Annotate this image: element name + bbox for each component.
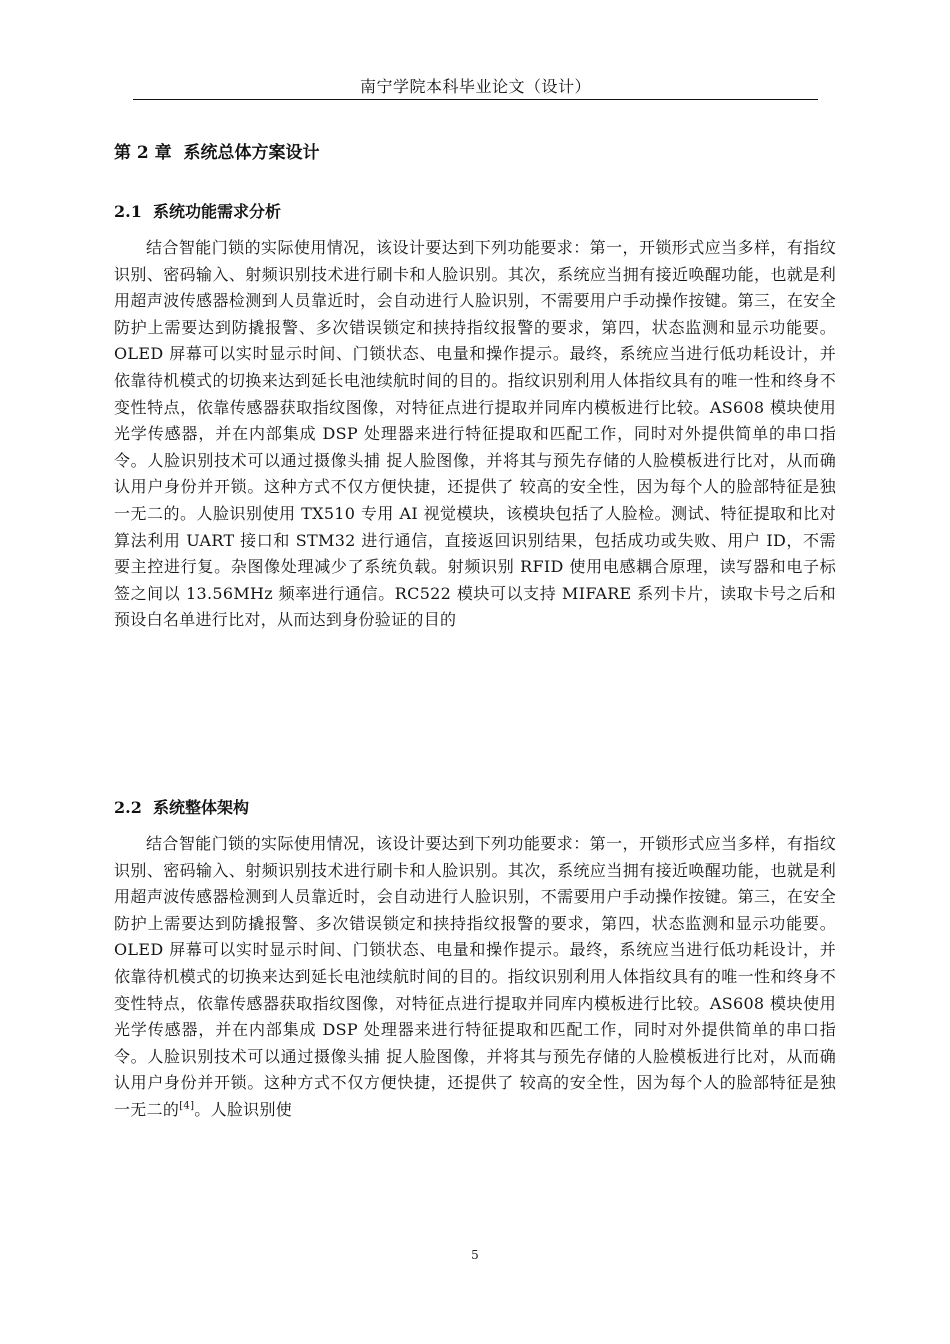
section-heading-2-1: 2.1 系统功能需求分析 [114,202,281,221]
running-header-title: 南宁学院本科毕业论文（设计） [359,77,591,96]
section-2-2-paragraph-tail: 。人脸识别使 [194,1099,293,1119]
section-2-1-paragraph: 结合智能门锁的实际使用情况，该设计要达到下列功能要求：第一，开锁形式应当多样，有指纹识别、密码输入、射频识别技术进行刷卡和人脸识别。其次，系统应当拥有接近唤醒功能，也就是利用超声波传感器检测到人员靠近时，会自动进行人脸识别，不需要用户手动操作按键。第三，在安全防护上需要达到防撬报警、多次错误锁定和挟持指纹报警的要求，第四，状态监测和显示功能要。OLED 屏幕可以实时显示时间、门锁状态、电量和操作提示。最终，系统应当进行低功耗设计，并依靠待机模式的切换来达到延长电池续航时间的目的。指纹识别利用人体指纹具有的唯一性和终身不变性特点，依靠传感器获取指纹图像，对特征点进行提取并同库内模板进行比较。AS608 模块使用光学传感器，并在内部集成 DSP 处理器来进行特征提取和匹配工作，同时对外提供简单的串口指令。人脸识别技术可以通过摄像头捕 捉人脸图像，并将其与预先存储的人脸模板进行比对，从而确认用户身份并开锁。这种方式不仅方便快捷，还提供了 较高的安全性，因为每个人的脸部特征是独一无二的。人脸识别使用 TX510 专用 AI 视觉模块，该模块包括了人脸检。测试、特征提取和比对算法利用 UART 接口和 STM32 进行通信，直接返回识别结果，包括成功或失败、用户 ID，不需要主控进行复。杂图像处理减少了系统负载。射频识别 RFID 使用电感耦合原理，读写器和电子标签之间以 13.56MHz 频率进行通信。RC522 模块可以支持 MIFARE 系列卡片，读取卡号之后和预设白名单进行比对，从而达到身份验证的目的 [114,238,836,630]
page-number: 5 [471,1248,479,1262]
section-heading-2-2: 2.2 系统整体架构 [114,798,249,817]
header-rule [133,99,818,100]
chapter-title: 第 2 章 系统总体方案设计 [114,143,320,163]
citation-reference-4[interactable]: [4] [179,1100,195,1112]
section-2-2-paragraph [114,831,836,1124]
section-2-2-paragraph-body: 结合智能门锁的实际使用情况，该设计要达到下列功能要求：第一，开锁形式应当多样，有指纹识别、密码输入、射频识别技术进行刷卡和人脸识别。其次，系统应当拥有接近唤醒功能，也就是利用超声波传感器检测到人员靠近时，会自动进行人脸识别，不需要用户手动操作按键。第三，在安全防护上需要达到防撬报警、多次错误锁定和挟持指纹报警的要求，第四，状态监测和显示功能要。OLED 屏幕可以实时显示时间、门锁状态、电量和操作提示。最终，系统应当进行低功耗设计，并依靠待机模式的切换来达到延长电池续航时间的目的。指纹识别利用人体指纹具有的唯一性和终身不变性特点，依靠传感器获取指纹图像，对特征点进行提取并同库内模板进行比较。AS608 模块使用光学传感器，并在内部集成 DSP 处理器来进行特征提取和匹配工作，同时对外提供简单的串口指令。人脸识别技术可以通过摄像头捕 捉人脸图像，并将其与预先存储的人脸模板进行比对，从而确认用户身份并开锁。这种方式不仅方便快捷，还提供了 较高的安全性，因为每个人的脸部特征是独一无二的 [114,834,836,1119]
